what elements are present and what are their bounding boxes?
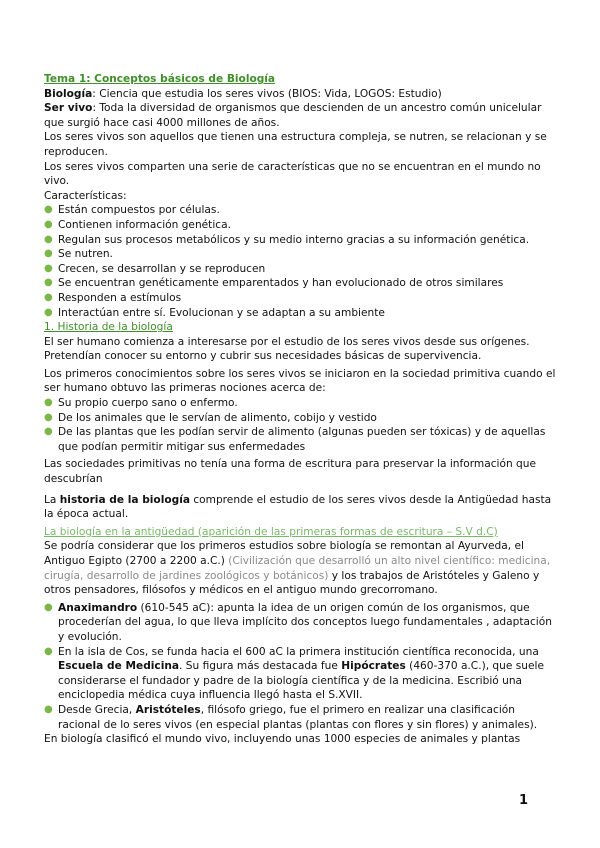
list-item-text: Regulan sus procesos metabólicos y su medio interno gracias a su información genética.: [58, 233, 530, 246]
definition-ser-vivo: [44, 101, 556, 130]
paragraph: Los primeros conocimientos sobre los seres vivos se iniciaron en la sociedad primitiva cuando el ser humano obtuvo las primeras nociones acerca de:: [44, 367, 556, 395]
list-item-text: Su propio cuerpo sano o enfermo.: [58, 397, 238, 410]
list-item-text: De los animales que le servían de alimento, cobijo y vestido: [58, 411, 377, 424]
list-item-text: Se nutren.: [58, 248, 113, 261]
bold-term: Escuela de Medicina: [58, 660, 180, 673]
paragraph: El ser humano comienza a interesarse por el estudio de los seres vivos desde sus orígenes. Pretendían conocer su entorno y cubrir sus necesidades básicas de supervivencia.: [44, 335, 530, 363]
list-item: [44, 218, 556, 233]
paragraph: Características:: [44, 189, 127, 202]
text-run: (460-370 a.C.), que suele considerarse el fundador y padre de la biología científica y de la medicina. Escribió una enciclopedia médica cuya influencia llegó hasta el S.XVII.: [58, 660, 544, 702]
text-run: comprende el estudio de los seres vivos desde la Antigüedad hasta la época actual.: [44, 493, 552, 521]
list-item: [44, 276, 556, 291]
list-item: [44, 396, 556, 411]
bullet-icon: ●: [44, 703, 53, 715]
figures-list: [44, 601, 556, 732]
list-item: [44, 425, 556, 454]
bullet-icon: ●: [44, 645, 53, 657]
list-item-text: De las plantas que les podían servir de alimento (algunas pueden ser tóxicas) y de aquellas que podían permitir mitigar sus enfermedades: [58, 426, 546, 453]
list-item: [44, 247, 556, 262]
list-item-text: Crecen, se desarrollan y se reproducen: [58, 262, 266, 275]
paragraph: Los seres vivos son aquellos que tienen una estructura compleja, se nutren, se relacionan y se reproducen.: [44, 131, 547, 158]
list-item-text: Están compuestos por células.: [58, 204, 220, 217]
page-number: 1: [518, 793, 528, 808]
page-title: Tema 1: Conceptos básicos de Biología: [44, 73, 276, 85]
gray-note: (Civilización que desarrolló un alto nivel científico: medicina, cirugía, desarrollo de jardines zoológicos y botánicos): [44, 555, 551, 582]
bullet-icon: ●: [44, 277, 53, 289]
bullet-icon: ●: [44, 204, 53, 216]
bullet-icon: ●: [44, 218, 53, 230]
text-run: y los trabajos de Aristóteles y Galeno y otros pensadores, filósofos y médicos en el antiguo mundo grecorromano.: [44, 569, 540, 597]
bold-term: Hipócrates: [341, 660, 406, 673]
list-item-text: Responden a estímulos: [58, 291, 182, 304]
list-item-text: Interactúan entre sí. Evolucionan y se adaptan a su ambiente: [58, 306, 385, 319]
text-run: En la isla de Cos, se funda hacia el 600 aC la primera institución científica reconocida, una: [58, 645, 539, 658]
definition-text: : Ciencia que estudia los seres vivos (BIOS: Vida, LOGOS: Estudio): [92, 87, 442, 100]
characteristics-list: [44, 203, 556, 320]
list-item: [44, 233, 556, 248]
paragraph-antiguedad: [44, 539, 556, 597]
list-item: [44, 291, 556, 306]
bullet-icon: ●: [44, 426, 53, 438]
bullet-icon: ●: [44, 601, 53, 613]
bullet-icon: ●: [44, 411, 53, 423]
bullet-icon: ●: [44, 397, 53, 409]
list-item: [44, 601, 556, 645]
paragraph-historia: [44, 493, 556, 522]
bullet-icon: ●: [44, 248, 53, 260]
text-run: Se podría considerar que los primeros estudios sobre biología se remontan al Ayurveda, el Antiguo Egipto (2700 a 2200 a.C.): [44, 540, 524, 567]
knowledge-list: [44, 396, 556, 454]
list-item-text: Contienen información genética.: [58, 218, 231, 231]
paragraph: En biología clasificó el mundo vivo, incluyendo unas 1000 especies de animales y plantas: [44, 733, 521, 746]
list-item: [44, 411, 556, 426]
bullet-icon: ●: [44, 233, 53, 245]
text-run: . Su figura más destacada fue: [179, 660, 342, 673]
bold-term: Anaximandro: [58, 601, 138, 614]
list-item: [44, 203, 556, 218]
list-item: [44, 262, 556, 277]
bold-term: historia de la biología: [59, 493, 190, 506]
paragraph: Los seres vivos comparten una serie de características que no se encuentran en el mundo no vivo.: [44, 160, 541, 188]
bullet-icon: ●: [44, 291, 53, 303]
text-run: , filósofo griego, fue el primero en realizar una clasificación racional de lo seres vivos (en especial plantas (plantas con flores y sin flores) y animales).: [58, 703, 538, 731]
list-item: [44, 306, 556, 321]
bullet-icon: ●: [44, 262, 53, 274]
list-item-text: (610-545 aC): apunta la idea de un origen común de los organismos, que procederían del agua, lo que lleva implícito dos conceptos luego fundamentales , adaptación y evolución.: [58, 601, 552, 643]
paragraph: Las sociedades primitivas no tenía una forma de escritura para preservar la información que descubrían: [44, 458, 537, 486]
bold-term: Aristóteles: [135, 703, 201, 716]
list-item: [44, 703, 556, 732]
list-item: [44, 645, 556, 703]
bullet-icon: ●: [44, 306, 53, 318]
term-ser-vivo: Ser vivo: [44, 102, 93, 115]
subsection-heading-antiguedad[interactable]: La biología en la antigüedad (aparición de las primeras formas de escritura – S.V d.C): [44, 525, 498, 538]
term-biologia: Biología: [44, 87, 93, 100]
list-item-text: Se encuentran genéticamente emparentados y han evolucionado de otros similares: [58, 277, 504, 290]
text-run: Desde Grecia,: [58, 703, 136, 716]
text-run: La: [44, 493, 60, 506]
section-heading-historia[interactable]: 1. Historia de la biología: [44, 321, 173, 334]
definition-text: : Toda la diversidad de organismos que descienden de un ancestro común unicelular que surgió hace casi 4000 millones de años.: [44, 102, 542, 129]
definition-biologia: [44, 87, 556, 102]
document-content: [44, 72, 556, 747]
